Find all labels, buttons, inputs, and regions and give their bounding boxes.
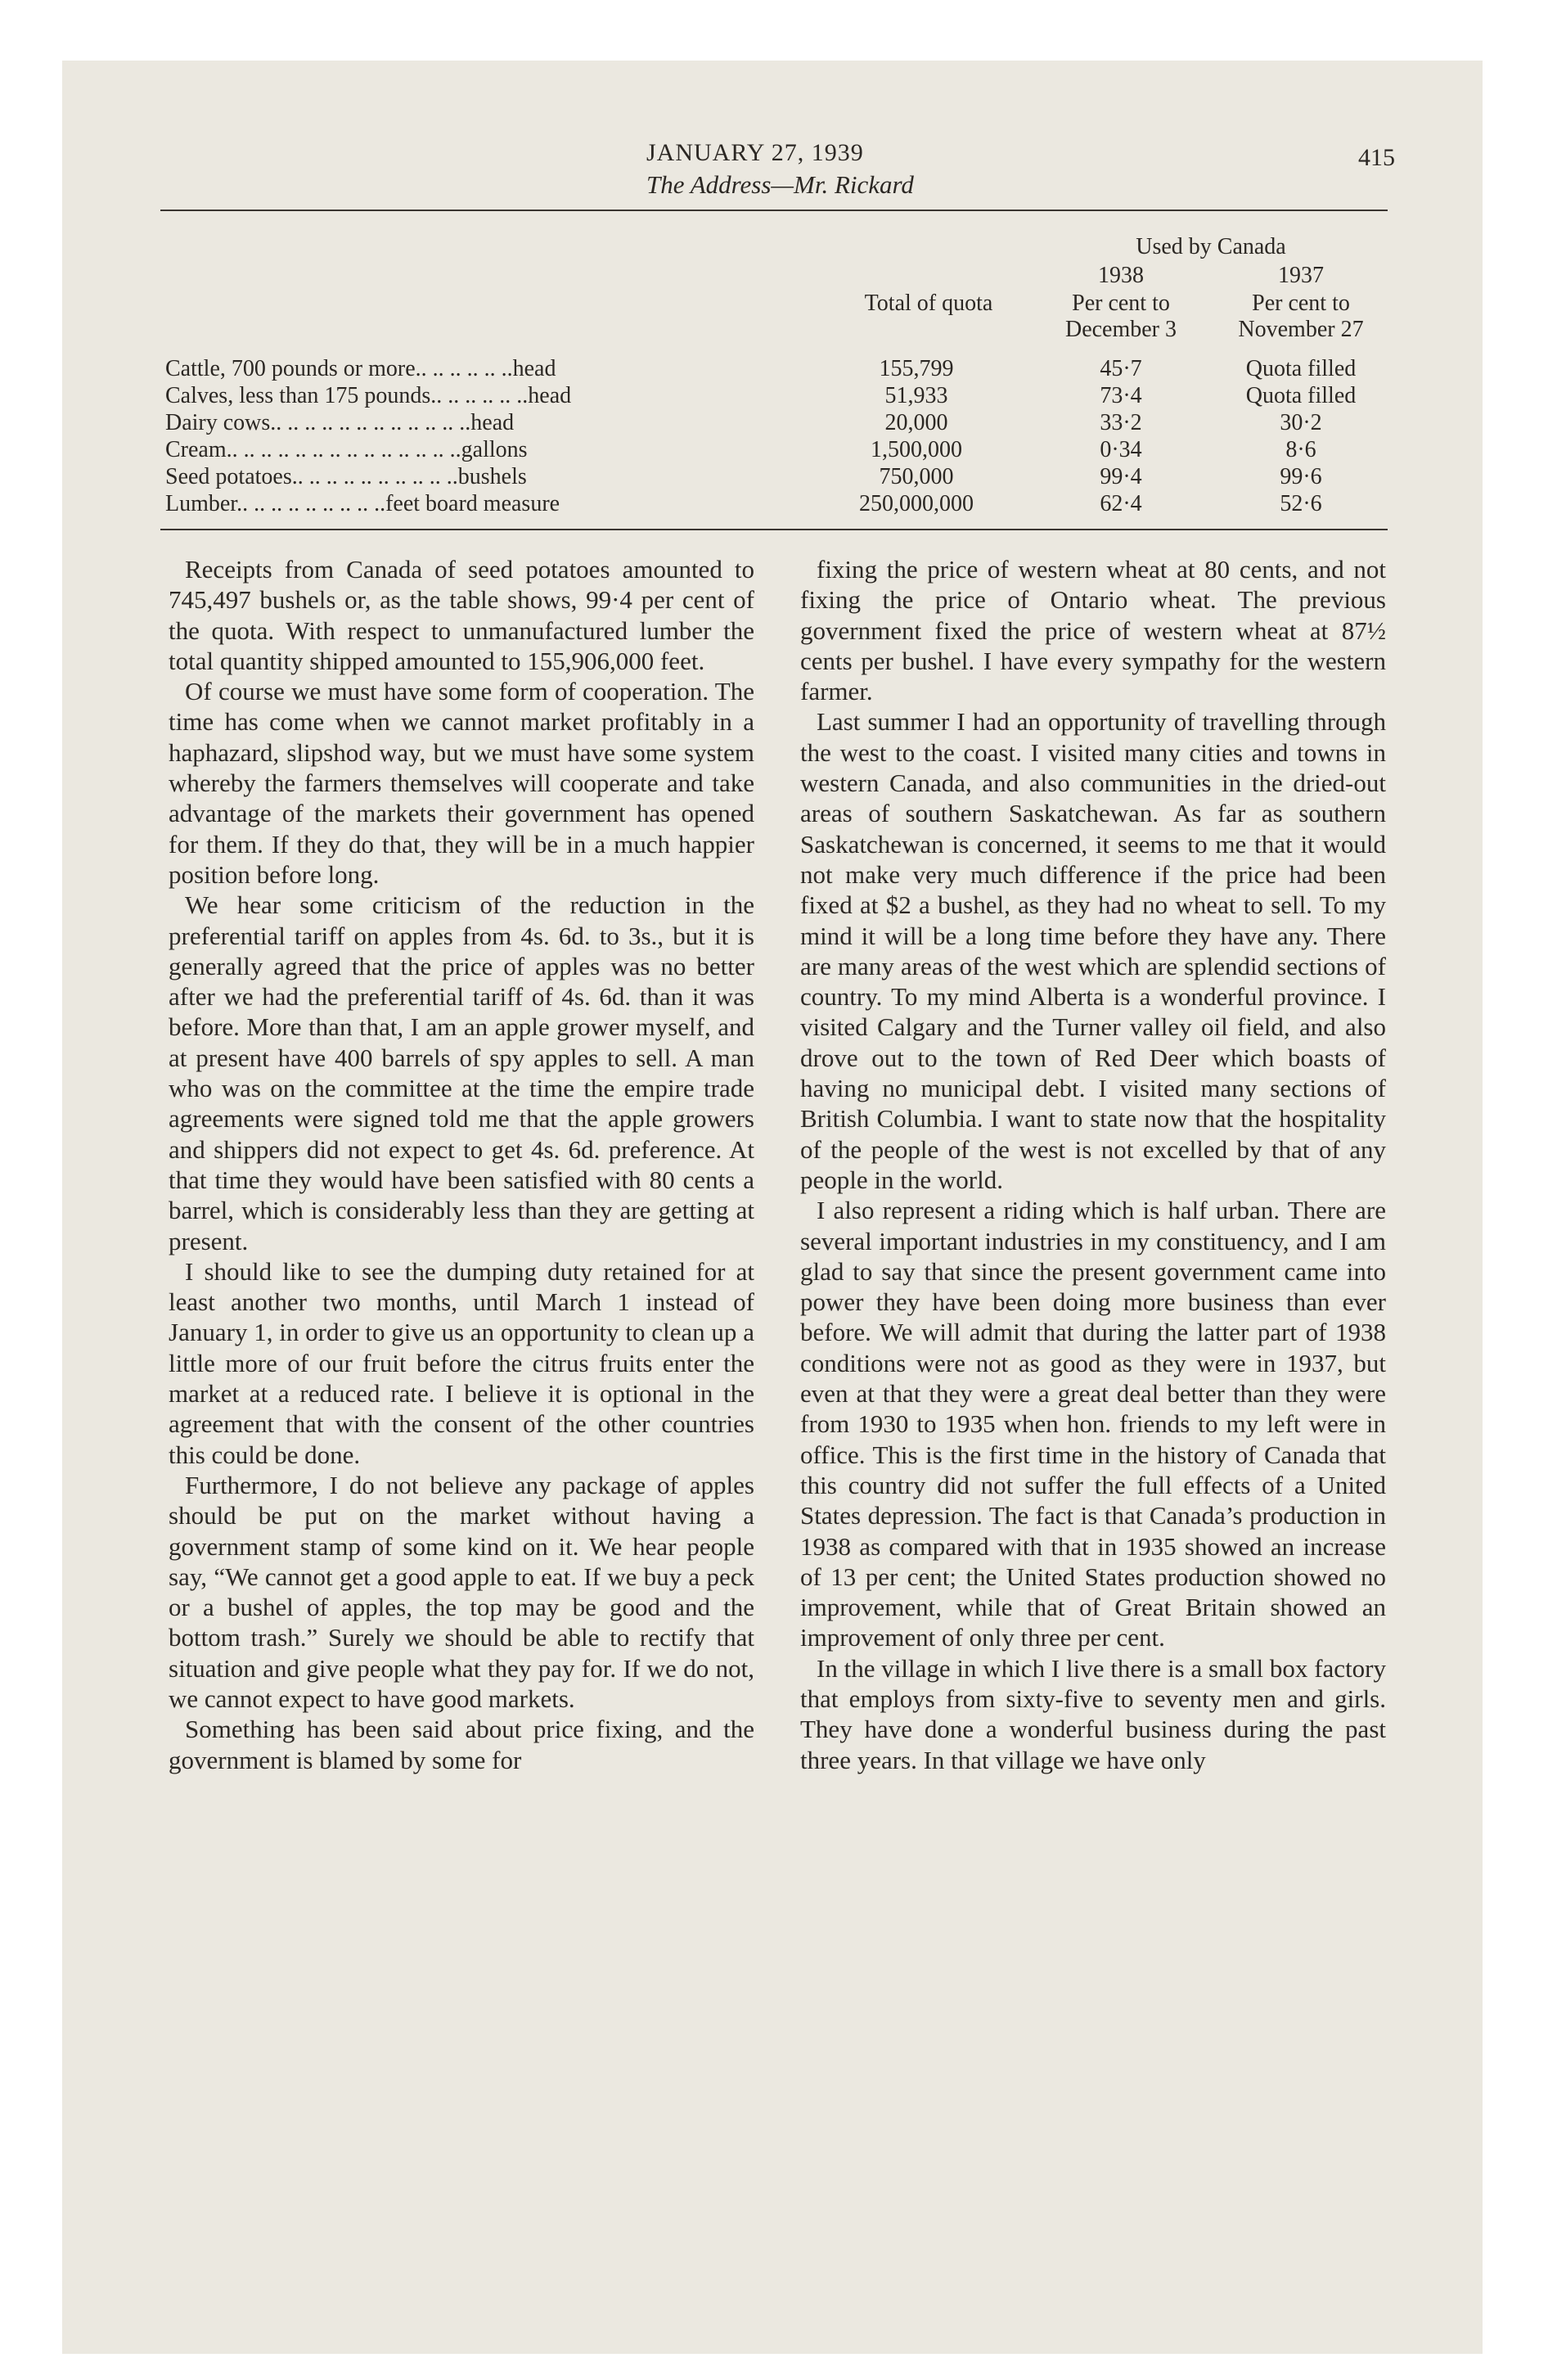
paragraph: We hear some criticism of the reduction in the preferential tariff on apples from 4s. 6d. to 3s., but it is generally agreed that the price of apples was no better after we had the preferential tariff of 4s. 6d. than it was before. More than that, I am an apple grower myself, and at present have 400 barrels of spy apples to sell. A man who was on the committee at the time the empire trade agreements were signed told me that the apple growers and shippers did not expect to get 4s. 6d. preference. At that time they would have been satisfied with 80 cents a barrel, which is considerably less than they are getting at present. <box>169 890 754 1255</box>
table-cell-1938: 45·7 <box>1100 356 1142 381</box>
paragraph: Receipts from Canada of seed potatoes amounted to 745,497 bushels or, as the table shows, 99·4 per cent of the quota. With respect to unmanufactured lumber the total quantity shipped amounted to 155,906,000 feet. <box>169 555 754 675</box>
table-cell-total: 51,933 <box>884 383 948 408</box>
table-cell-1937: 30·2 <box>1280 410 1322 435</box>
table-cell-1938: 62·4 <box>1100 491 1142 516</box>
table-year-1937: 1937 <box>1278 263 1324 288</box>
table-cell-total: 155,799 <box>879 356 954 381</box>
table-row-label: Calves, less than 175 pounds.. .. .. .. .. ..head <box>165 383 572 408</box>
table-row-label: Cream.. .. .. .. .. .. .. .. .. .. .. .. .. ..gallons <box>165 437 528 462</box>
paragraph: I should like to see the dumping duty retained for at least another two months, until March 1 instead of January 1, in order to give us an opportunity to clean up a little more of our fruit before the citrus fruits enter the market at a reduced rate. I believe it is optional in the agreement that with the consent of the other countries this could be done. <box>169 1256 754 1469</box>
table-cell-1938: 73·4 <box>1100 383 1142 408</box>
table-cell-total: 250,000,000 <box>859 491 974 516</box>
page-date: JANUARY 27, 1939 <box>646 139 864 166</box>
right-column <box>800 554 1386 1775</box>
table-row-label: Lumber.. .. .. .. .. .. .. .. ..feet board measure <box>165 491 560 516</box>
table-cell-1938: 99·4 <box>1100 464 1142 489</box>
page-number: 415 <box>1358 144 1395 171</box>
left-column <box>169 554 754 1775</box>
table-cell-total: 1,500,000 <box>871 437 962 462</box>
paragraph: In the village in which I live there is a small box factory that employs from sixty-five to seventy men and girls. They have done a wonderful business during the past three years. In that village we have only <box>800 1653 1386 1774</box>
running-subtitle: The Address—Mr. Rickard <box>646 170 914 199</box>
table-cell-total: 20,000 <box>884 410 948 435</box>
table-col-total: Total of quota <box>864 291 993 316</box>
table-year-1938: 1938 <box>1098 263 1144 288</box>
table-group-header: Used by Canada <box>1136 234 1286 259</box>
table-cell-1938: 33·2 <box>1100 410 1142 435</box>
paragraph: I also represent a riding which is half urban. There are several important industries in my constituency, and I am glad to say that since the present government came into power they have been doing more business than ever before. We will admit that during the latter part of 1938 conditions were not as good as they were in 1937, but even at that they were a great deal better than they were from 1930 to 1935 when hon. friends to my left were in office. This is the first time in the history of Canada that this country did not suffer the full effects of a United States depression. The fact is that Canada’s production in 1938 as compared with that in 1935 showed an increase of 13 per cent; the United States production showed no improvement, while that of Great Britain showed an improvement of only three per cent. <box>800 1196 1386 1652</box>
table-row-label: Dairy cows.. .. .. .. .. .. .. .. .. .. .. ..head <box>165 410 515 435</box>
table-row-label: Seed potatoes.. .. .. .. .. .. .. .. .. ..bushels <box>165 464 527 489</box>
paragraph: Of course we must have some form of cooperation. The time has come when we cannot market profitably in a haphazard, slipshod way, but we must have some system whereby the farmers themselves will cooperate and take advantage of the markets their government has opened for them. If they do that, they will be in a much happier position before long. <box>169 677 754 889</box>
table-bottom-rule <box>160 529 1388 530</box>
header-rule <box>160 210 1388 211</box>
table-cell-1937: Quota filled <box>1245 383 1357 408</box>
table-cell-1937: 52·6 <box>1280 491 1322 516</box>
table-col-1938: Per cent to December 3 <box>1064 291 1177 342</box>
table-cell-1938: 0·34 <box>1100 437 1142 462</box>
table-cell-1937: 99·6 <box>1280 464 1322 489</box>
paragraph: fixing the price of western wheat at 80 cents, and not fixing the price of Ontario wheat. The previous government fixed the price of western wheat at 87½ cents per bushel. I have every sympathy for the western farmer. <box>800 555 1386 706</box>
paragraph: Last summer I had an opportunity of travelling through the west to the coast. I visited many cities and towns in western Canada, and also communities in the dried-out areas of southern Saskatchewan. As far as southern Saskatchewan is concerned, it seems to me that it would not make very much difference if the price had been fixed at $2 a bushel, as they had no wheat to sell. To my mind it will be a long time before they have any. There are many areas of the west which are splendid sections of country. To my mind Alberta is a wonderful province. I visited Calgary and the Turner valley oil field, and also drove out to the town of Red Deer which boasts of having no municipal debt. I visited many sections of British Columbia. I want to state now that the hospitality of the people of the west is not excelled by that of any people in the world. <box>800 707 1386 1194</box>
table-row-label: Cattle, 700 pounds or more.. .. .. .. .. ..head <box>165 356 556 381</box>
paragraph: Something has been said about price fixing, and the government is blamed by some for <box>169 1715 754 1774</box>
table-cell-1937: 8·6 <box>1285 437 1316 462</box>
paragraph: Furthermore, I do not believe any package of apples should be put on the market without having a government stamp of some kind on it. We hear people say, “We cannot get a good apple to eat. If we buy a peck or a bushel of apples, the top may be good and the bottom trash.” Surely we should be able to rectify that situation and give people what they pay for. If we do not, we cannot expect to have good markets. <box>169 1470 754 1713</box>
table-col-1937: Per cent to November 27 <box>1238 291 1364 342</box>
table-cell-total: 750,000 <box>879 464 954 489</box>
table-cell-1937: Quota filled <box>1245 356 1357 381</box>
